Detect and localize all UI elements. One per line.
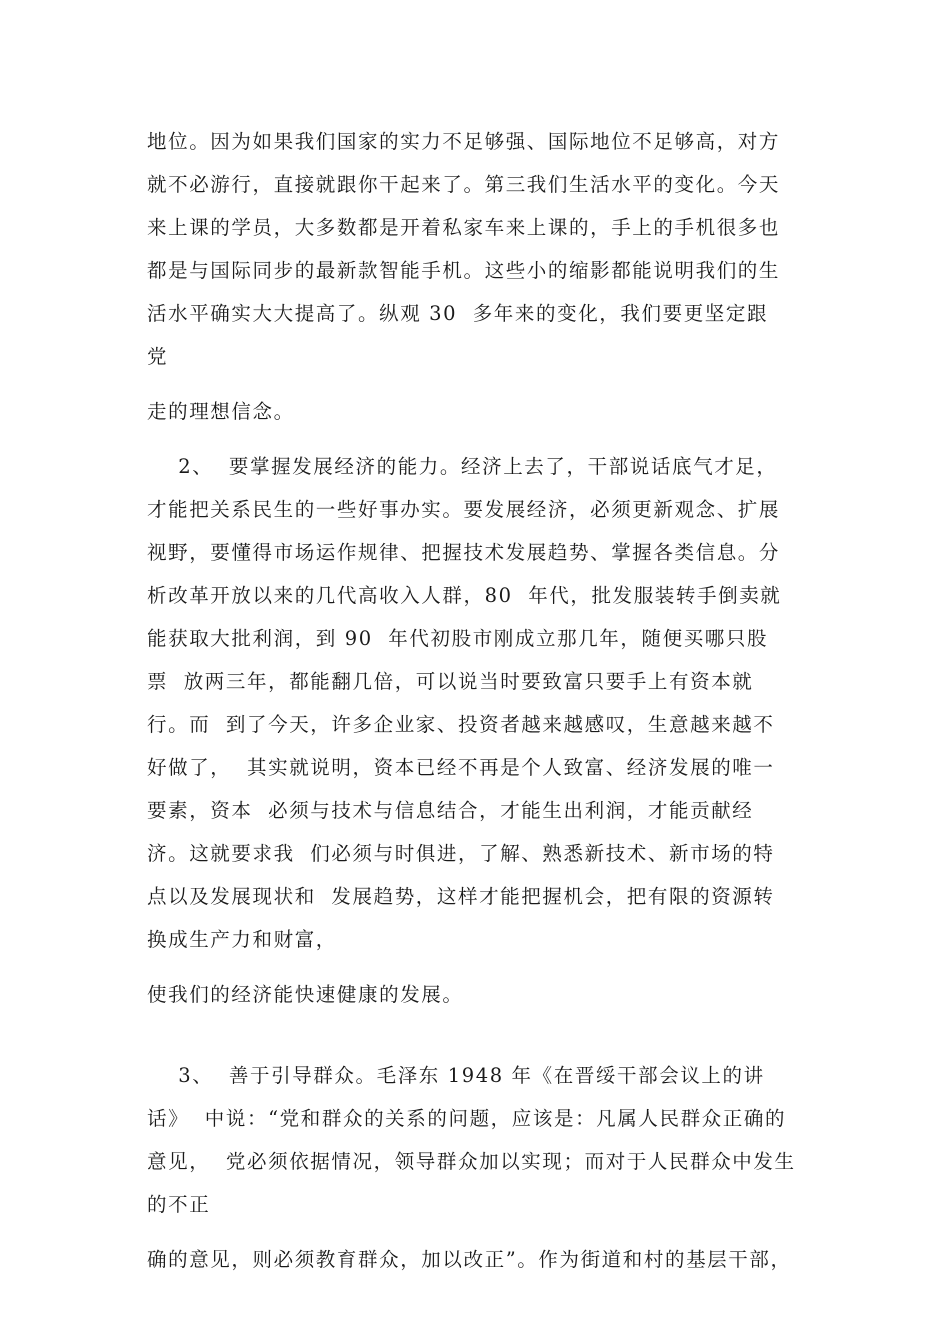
text-line: 济。这就要求我 们必须与时俱进，了解、熟悉新技术、新市场的特 bbox=[147, 842, 775, 865]
text-line: 走的理想信念。 bbox=[147, 400, 295, 423]
text-line: 视野，要懂得市场运作规律、把握技术发展趋势、掌握各类信息。分 bbox=[147, 541, 781, 564]
text-line: 就不必游行，直接就跟你干起来了。第三我们生活水平的变化。今天 bbox=[147, 173, 781, 196]
text-line: 行。而 到了今天，许多企业家、投资者越来越感叹，生意越来越不 bbox=[147, 713, 775, 736]
text-line: 好做了， 其实就说明，资本已经不再是个人致富、经济发展的唯一 bbox=[147, 756, 775, 779]
text-line: 的不正 bbox=[147, 1193, 211, 1216]
text-line: 点以及发展现状和 发展趋势，这样才能把握机会，把有限的资源转 bbox=[147, 885, 775, 908]
text-line: 都是与国际同步的最新款智能手机。这些小的缩影都能说明我们的生 bbox=[147, 259, 781, 282]
text-line: 才能把关系民生的一些好事办实。要发展经济，必须更新观念、扩展 bbox=[147, 498, 781, 521]
text-line: 话》 中说：“党和群众的关系的问题，应该是：凡属人民群众正确的 bbox=[147, 1107, 787, 1130]
text-line: 3、 善于引导群众。毛泽东 1948 年《在晋绥干部会议上的讲 bbox=[147, 1064, 765, 1087]
text-line: 要素，资本 必须与技术与信息结合，才能生出利润，才能贡献经 bbox=[147, 799, 754, 822]
text-line: 确的意见，则必须教育群众，加以改正”。作为街道和村的基层干部， bbox=[147, 1248, 792, 1271]
text-line: 党 bbox=[147, 345, 169, 368]
text-line: 意见， 党必须依据情况，领导群众加以实现；而对于人民群众中发生 bbox=[147, 1150, 796, 1173]
text-line: 票 放两三年，都能翻几倍，可以说当时要致富只要手上有资本就 bbox=[147, 670, 754, 693]
text-line: 地位。因为如果我们国家的实力不足够强、国际地位不足够高，对方 bbox=[147, 130, 781, 153]
text-line: 来上课的学员，大多数都是开着私家车来上课的，手上的手机很多也 bbox=[147, 216, 781, 239]
text-line: 2、 要掌握发展经济的能力。经济上去了，干部说话底气才足， bbox=[147, 455, 778, 478]
text-line: 析改革开放以来的几代高收入人群，80 年代，批发服装转手倒卖就 bbox=[147, 584, 782, 607]
text-line: 能获取大批利润，到 90 年代初股市刚成立那几年，随便买哪只股 bbox=[147, 627, 769, 650]
text-line: 换成生产力和财富， bbox=[147, 928, 337, 951]
text-line: 活水平确实大大提高了。纵观 30 多年来的变化，我们要更坚定跟 bbox=[147, 302, 769, 325]
text-line: 使我们的经济能快速健康的发展。 bbox=[147, 983, 464, 1006]
